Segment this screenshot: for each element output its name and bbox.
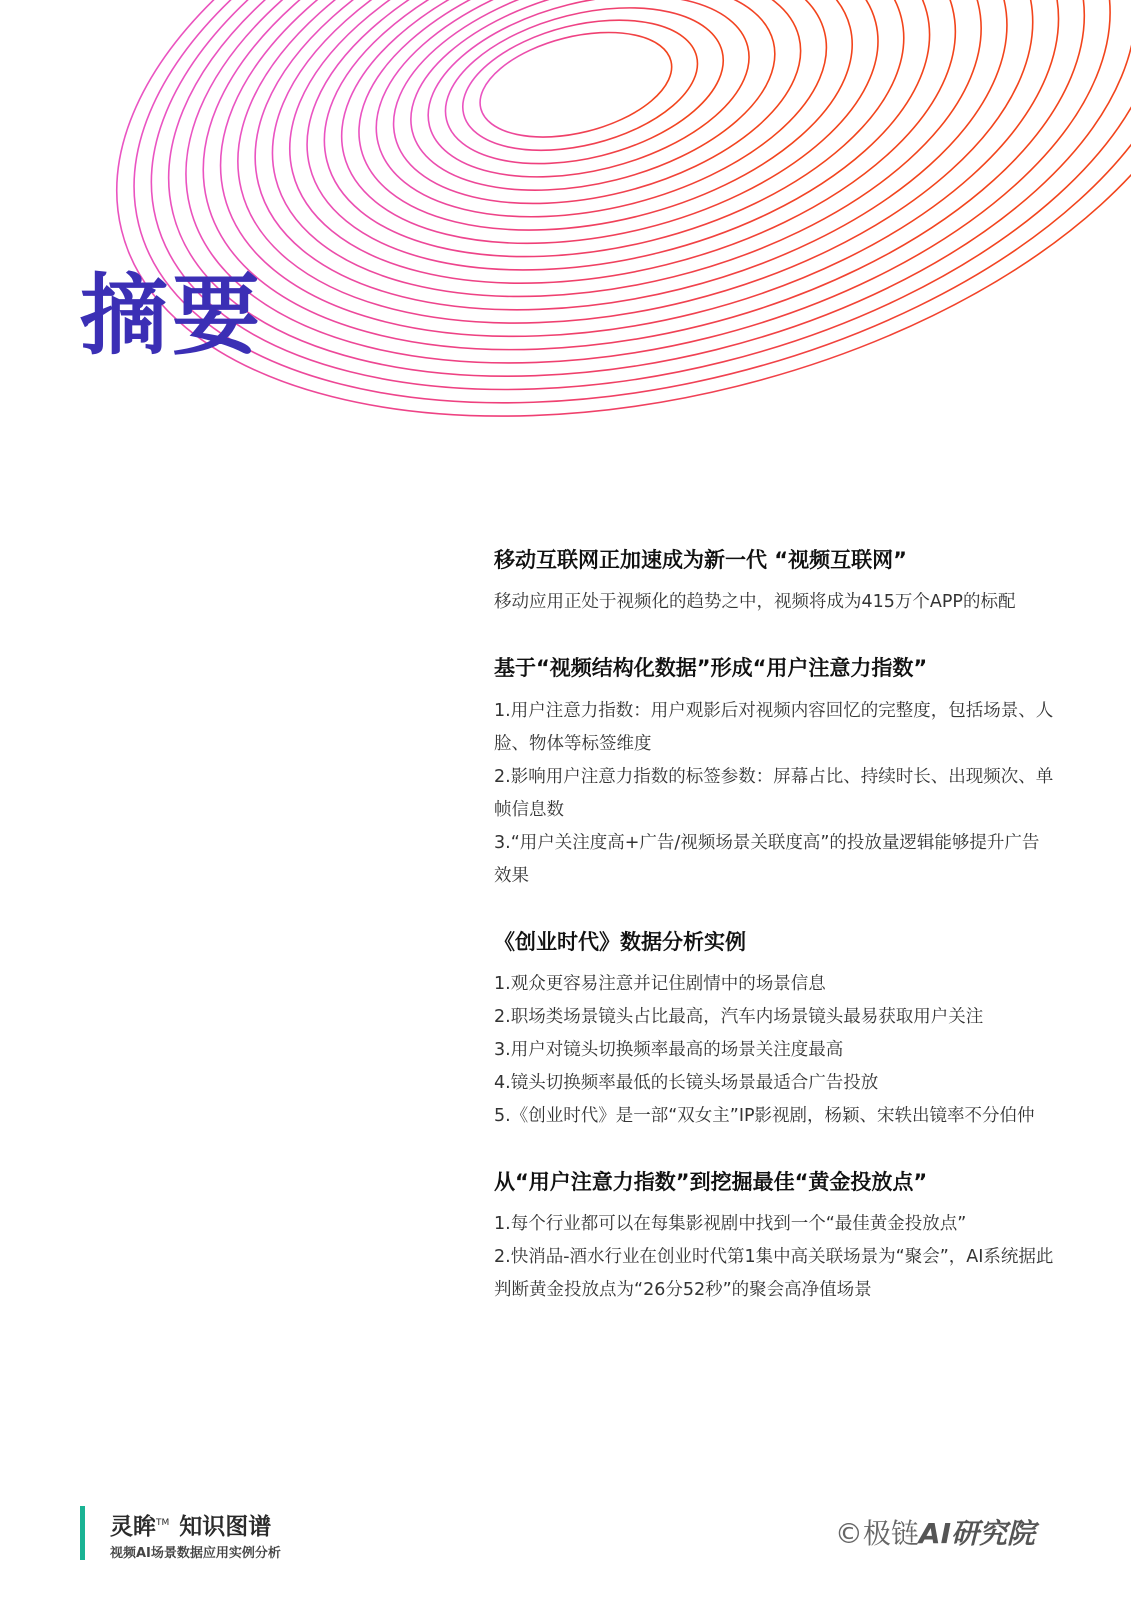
section-item: 3.用户对镜头切换频率最高的场景关注度最高 [494, 1039, 844, 1060]
trademark-mark: TM [156, 1518, 170, 1529]
section-heading: 从“用户注意力指数”到挖掘最佳“黄金投放点” [494, 1169, 928, 1194]
section-item: 3.“用户关注度高+广告/视频场景关联度高”的投放量逻辑能够提升广告效果 [494, 832, 1040, 886]
publisher-prefix: ©极链 [834, 1517, 919, 1550]
decorative-ring [429, 0, 739, 190]
section-item: 1.用户注意力指数：用户观影后对视频内容回忆的完整度，包括场景、人脸、物体等标签维度 [494, 700, 1054, 754]
section-item: 4.镜头切换频率最低的长镜头场景最适合广告投放 [494, 1072, 879, 1093]
section-golden-slot [494, 1169, 1054, 1307]
brand-suffix: 知识图谱 [179, 1514, 272, 1540]
footer-publisher [835, 1512, 1035, 1552]
decorative-ring [149, 0, 1131, 434]
section-item: 2.快消品-酒水行业在创业时代第1集中高关联场景为“聚会”，AI系统据此判断黄金投放点为“26分52秒”的聚会高净值场景 [494, 1247, 1054, 1301]
decorative-ring [369, 0, 825, 242]
footer-accent-bar [80, 1506, 85, 1560]
decorative-ring [469, 14, 682, 155]
decorative-ring [229, 0, 1024, 364]
section-attention-index [494, 655, 1054, 892]
publisher-name: AI研究院 [918, 1517, 1035, 1550]
decorative-ring [89, 0, 1131, 487]
section-item: 2.影响用户注意力指数的标签参数：屏幕占比、持续时长、出现频次、单帧信息数 [494, 766, 1054, 820]
section-case-study [494, 929, 1054, 1133]
section-video-internet [494, 547, 1054, 619]
section-heading: 《创业时代》数据分析实例 [494, 929, 746, 954]
section-item: 1.观众更容易注意并记住剧情中的场景信息 [494, 973, 826, 994]
decorative-ring [249, 0, 996, 347]
section-item: 移动应用正处于视频化的趋势之中，视频将成为415万个APP的标配 [494, 592, 1016, 613]
section-heading: 移动互联网正加速成为新一代 “视频互联网” [494, 548, 907, 572]
section-heading: 基于“视频结构化数据”形成“用户注意力指数” [494, 656, 928, 681]
section-item: 5.《创业时代》是一部“双女主”IP影视剧，杨颖、宋轶出镜率不分伯仲 [494, 1105, 1035, 1126]
footer-subtitle: 视频AI场景数据应用实例分析 [110, 1546, 281, 1561]
page-title: 摘要 [80, 264, 265, 367]
summary-content [494, 547, 1054, 1343]
section-item: 2.职场类场景镜头占比最高，汽车内场景镜头最易获取用户关注 [494, 1006, 984, 1027]
brand-name: 灵眸 [110, 1514, 156, 1540]
section-item: 1.每个行业都可以在每集影视剧中找到一个“最佳黄金投放点” [494, 1214, 967, 1235]
decorative-ring [349, 0, 853, 260]
footer-brand [110, 1508, 271, 1541]
